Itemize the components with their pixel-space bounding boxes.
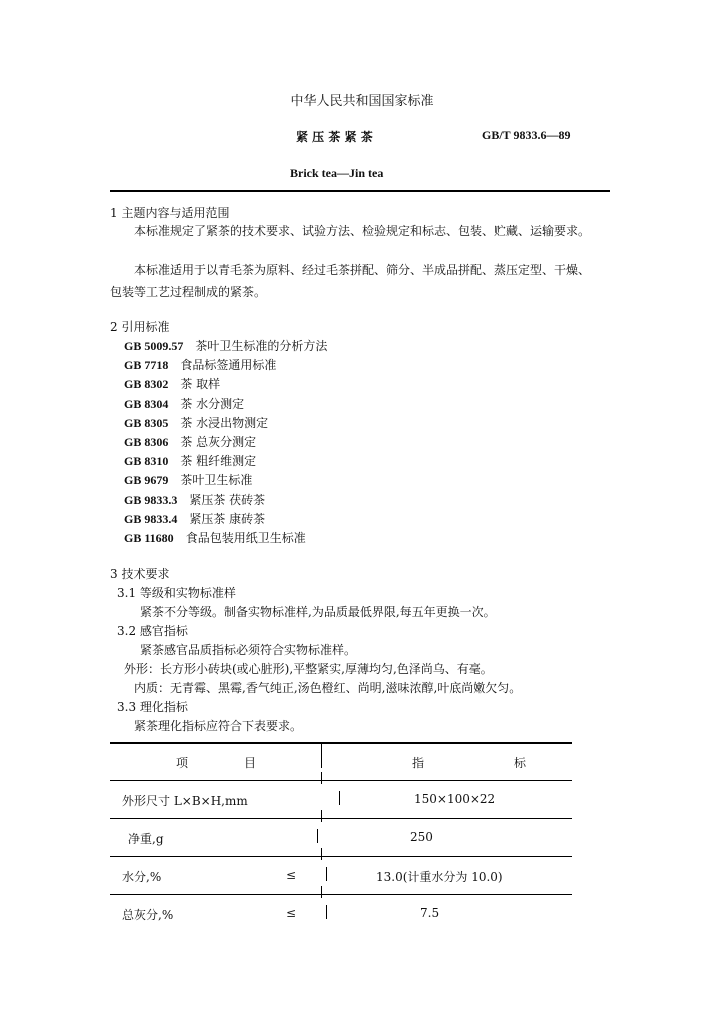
section-3-3-heading: 3.3 理化指标 bbox=[117, 700, 188, 714]
reference-title: 茶 水浸出物测定 bbox=[180, 415, 269, 430]
standard-number: GB/T 9833.6—89 bbox=[482, 128, 571, 142]
table-column-mark bbox=[321, 886, 322, 898]
table-header-rule bbox=[110, 780, 572, 781]
table-column-mark bbox=[321, 848, 322, 860]
table-row-rule bbox=[110, 818, 572, 819]
reference-title: 茶 粗纤维测定 bbox=[180, 454, 257, 469]
reference-title: 茶叶卫生标准 bbox=[180, 473, 253, 488]
reference-code: GB 5009.57 bbox=[124, 339, 184, 353]
section-1-heading: 1 主题内容与适用范围 bbox=[110, 206, 230, 220]
reference-item bbox=[124, 356, 276, 373]
reference-item bbox=[124, 395, 244, 412]
reference-item bbox=[124, 375, 220, 392]
document-title-cn: 紧 压 茶 紧 茶 bbox=[296, 130, 373, 144]
table-row-2-item: 净重,g bbox=[128, 832, 164, 846]
table-column-mark bbox=[326, 867, 327, 881]
national-standard-heading: 中华人民共和国国家标准 bbox=[290, 94, 434, 109]
reference-title: 紧压茶 康砖茶 bbox=[189, 511, 266, 526]
reference-item bbox=[124, 529, 306, 546]
reference-title: 茶 总灰分测定 bbox=[180, 435, 257, 449]
table-column-mark bbox=[321, 810, 322, 822]
header-divider bbox=[110, 190, 610, 192]
section-3-1-heading: 3.1 等级和实物标准样 bbox=[117, 586, 236, 600]
section-3-2-shape: 外形：长方形小砖块(或心脏形),平整紧实,厚薄均匀,色泽尚乌、有毫。 bbox=[124, 662, 493, 676]
document-title-en: Brick tea—Jin tea bbox=[290, 166, 384, 180]
reference-code: GB 7718 bbox=[124, 358, 169, 373]
reference-item bbox=[124, 452, 256, 469]
table-column-mark bbox=[339, 791, 340, 805]
table-row-3-value: 13.0(计重水分为 10.0) bbox=[376, 870, 503, 884]
table-header-item-b: 目 bbox=[244, 756, 257, 770]
reference-item bbox=[124, 471, 252, 488]
reference-code: GB 9833.3 bbox=[124, 492, 178, 507]
table-row-3-operator: ≤ bbox=[286, 868, 297, 882]
reference-item bbox=[124, 414, 268, 431]
table-column-mark bbox=[326, 905, 327, 919]
reference-code: GB 8304 bbox=[124, 396, 169, 411]
section-1-paragraph-1: 本标准规定了紧茶的技术要求、试验方法、检验规定和标志、包装、贮藏、运输要求。 bbox=[134, 224, 591, 238]
reference-item bbox=[124, 337, 327, 354]
reference-code: GB 8310 bbox=[124, 454, 169, 469]
reference-title: 食品标签通用标准 bbox=[180, 358, 277, 373]
section-3-2-inner-quality: 内质：无青霉、黑霉,香气纯正,汤色橙红、尚明,滋味浓醇,叶底尚嫩欠匀。 bbox=[134, 681, 522, 695]
section-3-2-heading: 3.2 感官指标 bbox=[117, 624, 188, 638]
reference-title: 食品包装用纸卫生标准 bbox=[185, 531, 306, 545]
table-row-4-operator: ≤ bbox=[286, 906, 297, 920]
section-3-3-text: 紧茶理化指标应符合下表要求。 bbox=[134, 719, 303, 733]
section-3-heading: 3 技术要求 bbox=[110, 567, 170, 581]
table-header-value-a: 指 bbox=[412, 756, 425, 770]
reference-code: GB 8306 bbox=[124, 435, 169, 449]
table-row-rule bbox=[110, 894, 572, 895]
reference-title: 茶 水分测定 bbox=[180, 396, 245, 411]
reference-item bbox=[124, 510, 265, 527]
section-3-2-text: 紧茶感官品质指标必须符合实物标准样。 bbox=[140, 643, 357, 657]
table-row-1-item: 外形尺寸 L×B×H,mm bbox=[122, 794, 248, 808]
table-row-4-value: 7.5 bbox=[420, 906, 440, 920]
table-column-mark bbox=[317, 829, 318, 843]
reference-code: GB 9833.4 bbox=[124, 511, 178, 526]
section-2-heading: 2 引用标准 bbox=[110, 320, 170, 334]
table-row-2-value: 250 bbox=[410, 830, 433, 844]
table-top-rule bbox=[110, 742, 572, 744]
table-header-item-a: 项 bbox=[176, 756, 189, 770]
table-row-3-item: 水分,% bbox=[122, 870, 162, 884]
table-header-value-b: 标 bbox=[514, 756, 527, 770]
reference-code: GB 9679 bbox=[124, 473, 169, 488]
section-1-paragraph-2: 本标准适用于以青毛茶为原料、经过毛茶拼配、筛分、半成品拼配、蒸压定型、干燥、包装等工艺过程制成的紧茶。 bbox=[110, 263, 591, 299]
reference-title: 茶叶卫生标准的分析方法 bbox=[195, 339, 328, 353]
table-column-mark bbox=[321, 744, 322, 768]
section-3-1-text: 紧茶不分等级。制备实物标准样,为品质最低界限,每五年更换一次。 bbox=[140, 605, 496, 619]
table-column-mark bbox=[321, 772, 322, 784]
table-row-4-item: 总灰分,% bbox=[122, 908, 174, 922]
reference-title: 茶 取样 bbox=[180, 377, 221, 392]
reference-title: 紧压茶 茯砖茶 bbox=[189, 492, 266, 507]
table-row-1-value: 150×100×22 bbox=[414, 792, 496, 806]
reference-item bbox=[124, 433, 256, 450]
reference-code: GB 8305 bbox=[124, 415, 169, 430]
table-row-rule bbox=[110, 856, 572, 857]
reference-code: GB 8302 bbox=[124, 377, 169, 392]
reference-item bbox=[124, 491, 265, 508]
reference-code: GB 11680 bbox=[124, 531, 174, 545]
